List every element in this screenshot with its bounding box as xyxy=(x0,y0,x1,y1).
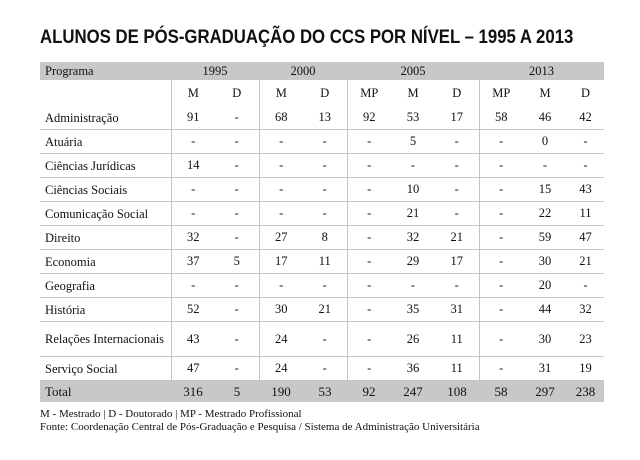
total-cell: 247 xyxy=(391,381,435,403)
level-header: D xyxy=(452,85,462,100)
level-header: M xyxy=(407,85,419,100)
table-cell: - xyxy=(479,178,523,202)
table-cell: 13 xyxy=(303,106,347,130)
table-cell: - xyxy=(567,274,604,298)
level-header: MP xyxy=(347,80,391,106)
table-cell: 30 xyxy=(259,298,303,322)
table-cell: 21 xyxy=(435,226,479,250)
table-cell: 15 xyxy=(523,178,567,202)
program-name: Economia xyxy=(40,250,171,274)
table-cell: - xyxy=(347,178,391,202)
total-cell: 316 xyxy=(171,381,215,403)
table-cell: - xyxy=(171,178,215,202)
table-cell: - xyxy=(259,202,303,226)
source-note: Fonte: Coordenação Central de Pós-Graduação e Pesquisa / Sistema de Administração Universitária xyxy=(40,421,480,433)
table-cell: - xyxy=(567,154,604,178)
table-cell: - xyxy=(479,298,523,322)
table-cell: - xyxy=(215,202,259,226)
total-cell: 58 xyxy=(479,381,523,403)
table-cell: - xyxy=(435,178,479,202)
table-cell: 21 xyxy=(391,202,435,226)
table-cell: 14 xyxy=(171,154,215,178)
table-cell: - xyxy=(347,226,391,250)
table-row xyxy=(40,130,604,154)
table-cell: - xyxy=(303,357,347,381)
table-row xyxy=(40,357,604,381)
table-cell: 5 xyxy=(215,250,259,274)
table-cell: 58 xyxy=(479,106,523,130)
table-cell: - xyxy=(215,322,259,357)
table-cell: - xyxy=(347,154,391,178)
level-header: D xyxy=(232,85,242,100)
total-label: Total xyxy=(40,381,171,403)
table-cell: 43 xyxy=(171,322,215,357)
program-name: Ciências Jurídicas xyxy=(40,154,171,178)
table-cell: 47 xyxy=(171,357,215,381)
table-cell: 23 xyxy=(567,322,604,357)
table-cell: - xyxy=(479,357,523,381)
table-cell: - xyxy=(259,274,303,298)
table-cell: 26 xyxy=(391,322,435,357)
level-header: M xyxy=(539,85,551,100)
table-cell: - xyxy=(171,274,215,298)
table-cell: - xyxy=(259,178,303,202)
program-name: Serviço Social xyxy=(40,357,171,381)
table-cell: - xyxy=(171,202,215,226)
table-cell: 0 xyxy=(523,130,567,154)
level-header: M xyxy=(259,80,303,106)
table-row xyxy=(40,250,604,274)
program-name: Comunicação Social xyxy=(40,202,171,226)
table-cell: - xyxy=(347,130,391,154)
table-cell: - xyxy=(259,130,303,154)
program-name: Relações Internacionais xyxy=(40,322,171,357)
table-row xyxy=(40,322,604,357)
table-cell: 8 xyxy=(303,226,347,250)
table-cell: 11 xyxy=(435,322,479,357)
table-cell: 11 xyxy=(303,250,347,274)
table-cell: 30 xyxy=(523,250,567,274)
table-row xyxy=(40,202,604,226)
table-cell: - xyxy=(303,274,347,298)
column-header-year: 2000 xyxy=(259,62,347,80)
table-cell: - xyxy=(435,130,479,154)
table-cell: 24 xyxy=(259,322,303,357)
total-cell: 53 xyxy=(303,381,347,403)
table-cell: - xyxy=(435,274,479,298)
table-row xyxy=(40,106,604,130)
total-cell: 108 xyxy=(435,381,479,403)
table-cell: 30 xyxy=(523,322,567,357)
table-row xyxy=(40,154,604,178)
column-header-year: 2005 xyxy=(347,62,479,80)
table-cell: - xyxy=(215,106,259,130)
legend-note: M - Mestrado | D - Doutorado | MP - Mestrado Profissional xyxy=(40,408,302,420)
table-cell: 53 xyxy=(391,106,435,130)
table-cell: 44 xyxy=(523,298,567,322)
program-name: Administração xyxy=(40,106,171,130)
table-cell: 24 xyxy=(259,357,303,381)
table-cell: 32 xyxy=(567,298,604,322)
column-header-year: 1995 xyxy=(171,62,259,80)
table-cell: - xyxy=(215,130,259,154)
table-cell: 43 xyxy=(567,178,604,202)
table-cell: - xyxy=(215,178,259,202)
table-cell: 10 xyxy=(391,178,435,202)
table-cell: - xyxy=(215,226,259,250)
table-cell: 27 xyxy=(259,226,303,250)
table-cell: 91 xyxy=(171,106,215,130)
total-cell: 190 xyxy=(259,381,303,403)
table-cell: 35 xyxy=(391,298,435,322)
table-cell: - xyxy=(435,154,479,178)
table-cell: 92 xyxy=(347,106,391,130)
table-cell: - xyxy=(479,202,523,226)
table-row xyxy=(40,298,604,322)
table-cell: - xyxy=(567,130,604,154)
table-cell: 46 xyxy=(523,106,567,130)
table-cell: 20 xyxy=(523,274,567,298)
table-cell: - xyxy=(259,154,303,178)
table-cell: - xyxy=(347,357,391,381)
table-cell: - xyxy=(215,154,259,178)
table-cell: 47 xyxy=(567,226,604,250)
table-cell: - xyxy=(347,250,391,274)
table-cell: - xyxy=(303,322,347,357)
program-name: Geografia xyxy=(40,274,171,298)
table-cell: 37 xyxy=(171,250,215,274)
table-cell: - xyxy=(347,274,391,298)
table-cell: 32 xyxy=(171,226,215,250)
program-name: Direito xyxy=(40,226,171,250)
table-cell: - xyxy=(303,202,347,226)
table-cell: - xyxy=(171,130,215,154)
table-row xyxy=(40,274,604,298)
header-row xyxy=(40,62,604,80)
table-cell: 11 xyxy=(567,202,604,226)
total-cell: 92 xyxy=(347,381,391,403)
program-name: Atuária xyxy=(40,130,171,154)
table-cell: 17 xyxy=(435,106,479,130)
table-cell: 31 xyxy=(435,298,479,322)
level-header: D xyxy=(580,85,591,100)
table-cell: - xyxy=(479,154,523,178)
table-cell: - xyxy=(303,130,347,154)
total-cell: 297 xyxy=(523,381,567,403)
table-cell: 19 xyxy=(567,357,604,381)
program-name: História xyxy=(40,298,171,322)
table-cell: - xyxy=(215,274,259,298)
table-cell: - xyxy=(391,154,435,178)
table-cell: 31 xyxy=(523,357,567,381)
table-cell: 59 xyxy=(523,226,567,250)
table-cell: - xyxy=(347,298,391,322)
total-row xyxy=(40,381,604,403)
table-cell: - xyxy=(391,274,435,298)
table-cell: 17 xyxy=(259,250,303,274)
table-cell: - xyxy=(479,130,523,154)
page-title: ALUNOS DE PÓS-GRADUAÇÃO DO CCS POR NÍVEL – 1995 A 2013 xyxy=(40,26,574,48)
table-cell: 5 xyxy=(391,130,435,154)
table-cell: 21 xyxy=(303,298,347,322)
table-row xyxy=(40,178,604,202)
table-cell: - xyxy=(347,322,391,357)
table-cell: - xyxy=(523,154,567,178)
column-header-program: Programa xyxy=(40,62,171,80)
level-header: D xyxy=(320,85,330,100)
column-header-year: 2013 xyxy=(479,62,604,80)
table-cell: 32 xyxy=(391,226,435,250)
table-cell: 29 xyxy=(391,250,435,274)
table-cell: - xyxy=(347,202,391,226)
table-row xyxy=(40,226,604,250)
level-header: MP xyxy=(479,80,523,106)
table-cell: 21 xyxy=(567,250,604,274)
table-cell: - xyxy=(479,226,523,250)
table-cell: - xyxy=(215,298,259,322)
table-cell: - xyxy=(479,250,523,274)
table-cell: 68 xyxy=(259,106,303,130)
table-cell: 36 xyxy=(391,357,435,381)
total-cell: 5 xyxy=(215,381,259,403)
level-header: M xyxy=(171,80,215,106)
table-cell: - xyxy=(303,154,347,178)
subheader-empty xyxy=(40,80,171,106)
table-cell: 22 xyxy=(523,202,567,226)
subheader-row xyxy=(40,80,604,106)
table-cell: - xyxy=(479,274,523,298)
total-cell: 238 xyxy=(567,381,604,403)
table-cell: - xyxy=(215,357,259,381)
table-cell: 11 xyxy=(435,357,479,381)
table-cell: - xyxy=(479,322,523,357)
data-table xyxy=(40,62,604,402)
program-name: Ciências Sociais xyxy=(40,178,171,202)
table-cell: - xyxy=(435,202,479,226)
table-cell: 52 xyxy=(171,298,215,322)
table-cell: - xyxy=(303,178,347,202)
table-notes xyxy=(40,408,480,434)
table-cell: 42 xyxy=(567,106,604,130)
table-cell: 17 xyxy=(435,250,479,274)
